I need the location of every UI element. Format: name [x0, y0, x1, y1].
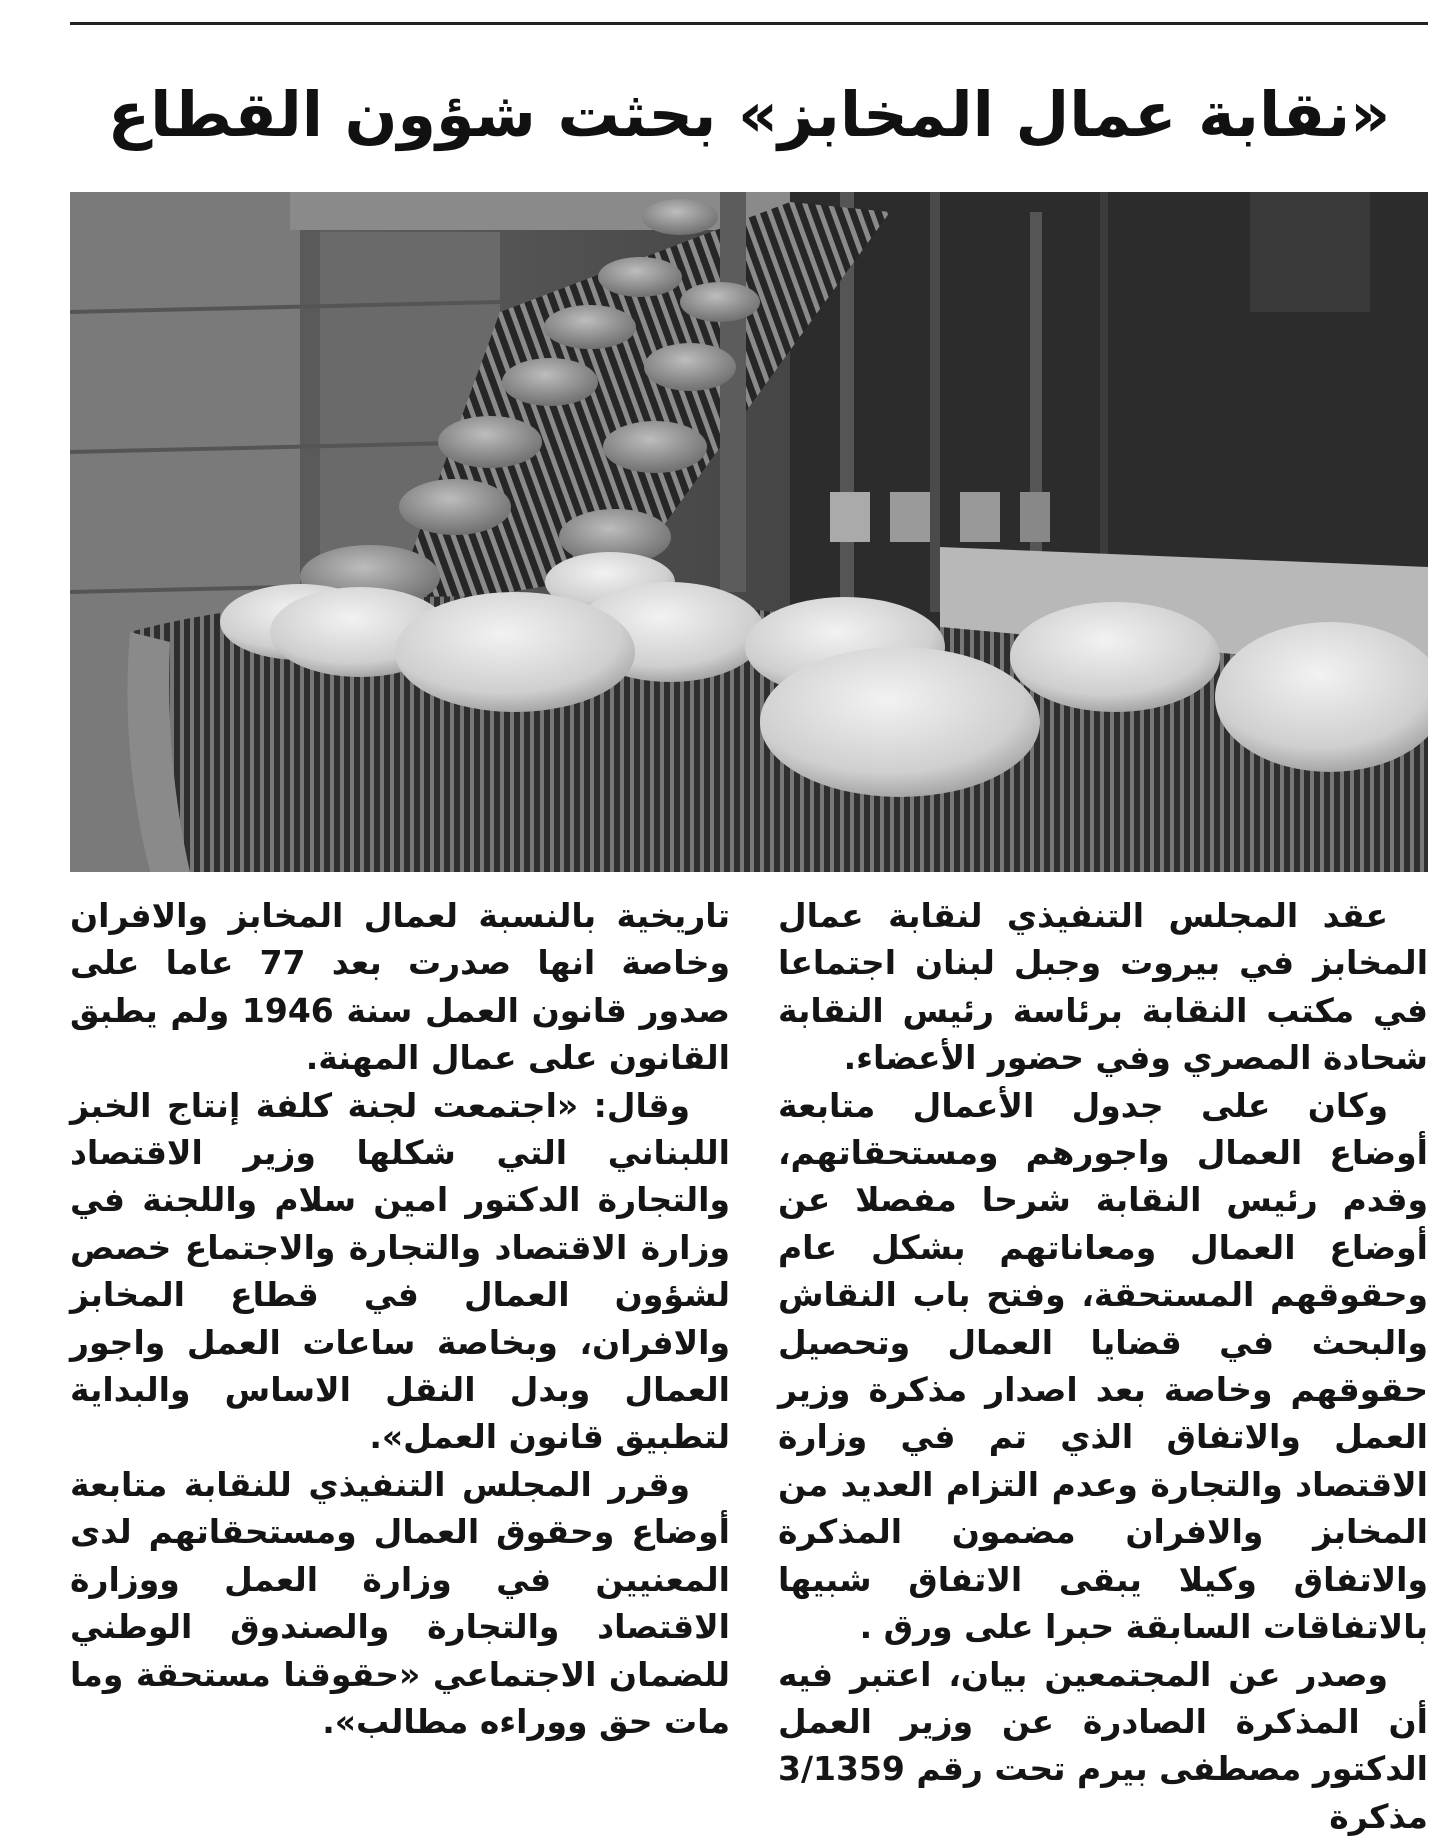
article-column-left [70, 892, 730, 1745]
paragraph: تاريخية بالنسبة لعمال المخابز والافران وخاصة انها صدرت بعد 77 عاما على صدور قانون العمل سنة 1946 ولم يطبق القانون على عمال المهنة. [70, 892, 730, 1082]
paragraph: وصدر عن المجتمعين بيان، اعتبر فيه أن المذكرة الصادرة عن وزير العمل الدكتور مصطفى بيرم تحت رقم 3/1359 مذكرة [778, 1651, 1428, 1840]
headline: «نقابة عمال المخابز» بحثت شؤون القطاع [70, 60, 1428, 170]
bread-conveyor-photo [70, 192, 1428, 872]
paragraph: وكان على جدول الأعمال متابعة أوضاع العمال واجورهم ومستحقاتهم، وقدم رئيس النقابة شرحا مفصلا عن أوضاع العمال ومعاناتهم بشكل عام وحقوقهم المستحقة، وفتح باب النقاش والبحث في قضايا العمال وتحصيل حقوقهم وخاصة بعد اصدار مذكرة وزير العمل والاتفاق الذي تم في وزارة الاقتصاد والتجارة وعدم التزام العديد من المخابز والافران مضمون المذكرة والاتفاق وكيلا يبقى الاتفاق شبيها بالاتفاقات السابقة حبرا على ورق . [778, 1082, 1428, 1651]
paragraph: وقرر المجلس التنفيذي للنقابة متابعة أوضاع وحقوق العمال ومستحقاتهم لدى المعنيين في وزارة العمل ووزارة الاقتصاد والتجارة والصندوق الوطني للضمان الاجتماعي «حقوقنا مستحقة وما مات حق ووراءه مطالب». [70, 1461, 730, 1745]
article-column-right [778, 892, 1428, 1840]
paragraph: وقال: «اجتمعت لجنة كلفة إنتاج الخبز اللبناني التي شكلها وزير الاقتصاد والتجارة الدكتور امين سلام واللجنة في وزارة الاقتصاد والتجارة والاجتماع خصص لشؤون العمال في قطاع المخابز والافران، وبخاصة ساعات العمل واجور العمال وبدل النقل الاساس والبداية لتطبيق قانون العمل». [70, 1082, 730, 1461]
paragraph: عقد المجلس التنفيذي لنقابة عمال المخابز في بيروت وجبل لبنان اجتماعا في مكتب النقابة برئاسة رئيس النقابة شحادة المصري وفي حضور الأعضاء. [778, 892, 1428, 1082]
top-rule [70, 22, 1428, 25]
